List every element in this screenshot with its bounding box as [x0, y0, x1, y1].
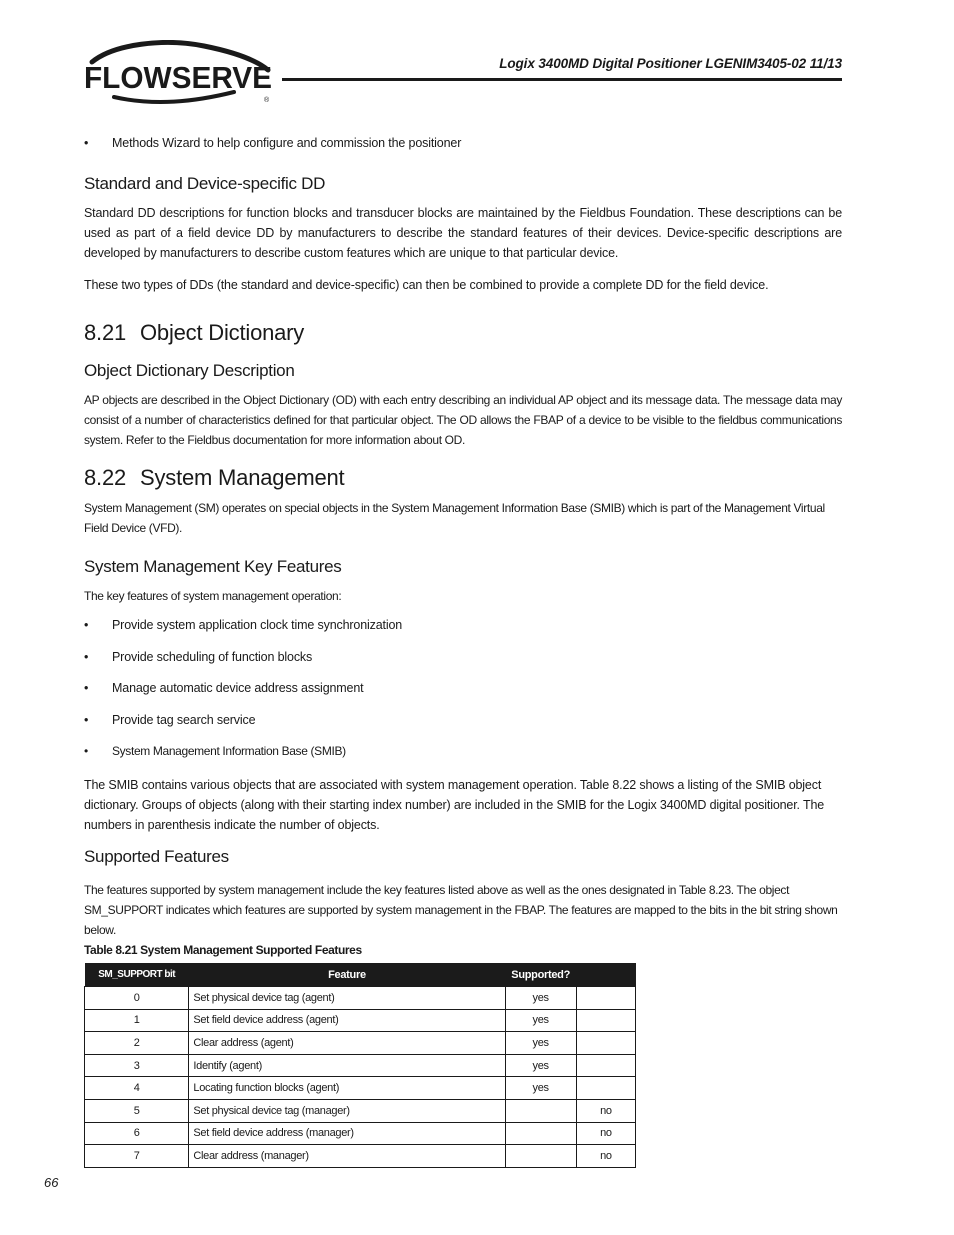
dd-paragraph-2: These two types of DDs (the standard and device-specific) can then be combined to provide a complete DD for the field device.	[84, 278, 769, 292]
svg-text:®: ®	[264, 97, 270, 104]
feature-cell: Locating function blocks (agent)	[189, 1077, 505, 1100]
od-description-heading: Object Dictionary Description	[84, 361, 295, 380]
supported-no-cell: no	[576, 1122, 635, 1145]
feature-cell: Clear address (agent)	[189, 1032, 505, 1055]
feature-cell: Set physical device tag (agent)	[189, 987, 505, 1010]
bullet-dot: •	[84, 136, 89, 150]
supported-no-cell	[576, 987, 635, 1010]
key-feature-bullet: • Provide system application clock time synchronization	[84, 618, 403, 632]
feature-cell: Set field device address (agent)	[189, 1009, 505, 1032]
supported-no-cell	[576, 1054, 635, 1077]
bullet-dot: •	[84, 618, 89, 632]
key-feature-bullet: • Provide scheduling of function blocks	[84, 650, 313, 664]
header-supported-blank	[576, 963, 635, 987]
table-row	[85, 1122, 636, 1145]
header-sm-support-bit: SM_SUPPORT bit	[85, 963, 189, 987]
supported-features-heading: Supported Features	[84, 847, 229, 866]
table-row	[85, 1009, 636, 1032]
feature-cell: Set physical device tag (manager)	[189, 1099, 505, 1122]
page-number: 66	[44, 1175, 59, 1190]
dd-heading: Standard and Device-specific DD	[84, 174, 326, 193]
table-row	[85, 1099, 636, 1122]
bit-cell: 0	[85, 987, 189, 1010]
bit-cell: 4	[85, 1077, 189, 1100]
feature-cell: Set field device address (manager)	[189, 1122, 505, 1145]
supported-yes-cell: yes	[505, 1009, 576, 1032]
header-feature: Feature	[189, 963, 505, 987]
header-supported: Supported?	[505, 963, 576, 987]
key-features-heading: System Management Key Features	[84, 557, 342, 576]
key-feature-bullet: • Provide tag search service	[84, 713, 256, 727]
supported-yes-cell	[505, 1099, 576, 1122]
dd-paragraph-1: Standard DD descriptions for function blocks and transducer blocks are maintained by the Fieldbus Foundation. These descriptions can be used as part of a field device DD by manufacturers to describe the standard features of their devices. Device-specific descriptions are developed by manufacturers to describe custom features which are unique to that particular device.	[84, 206, 842, 260]
smib-paragraph: The SMIB contains various objects that are associated with system management operation. Table 8.22 shows a listing of the SMIB object dictionary. Groups of objects (along with their starting index number) are included in the SMIB for the Logix 3400MD digital positioner. The numbers in parenthesis indicate the number of objects.	[84, 778, 825, 832]
bullet-dot: •	[84, 713, 89, 727]
table-row	[85, 1054, 636, 1077]
table-row	[85, 1145, 636, 1168]
bit-cell: 5	[85, 1099, 189, 1122]
key-feature-bullet: • System Management Information Base (SMIB)	[84, 744, 346, 758]
bit-cell: 6	[85, 1122, 189, 1145]
supported-no-cell	[576, 1077, 635, 1100]
supported-no-cell	[576, 1032, 635, 1055]
bullet-dot: •	[84, 681, 89, 695]
bullet-dot: •	[84, 744, 88, 758]
table-row	[85, 1077, 636, 1100]
intro-bullet: • Methods Wizard to help configure and commission the positioner	[84, 136, 462, 150]
table-row	[85, 987, 636, 1010]
supported-yes-cell	[505, 1122, 576, 1145]
key-features-intro: The key features of system management operation:	[84, 589, 342, 603]
table-caption: Table 8.21 System Management Supported Features	[84, 943, 362, 957]
sm-paragraph: System Management (SM) operates on special objects in the System Management Information Base (SMIB) which is part of the Management Virtual Field Device (VFD).	[84, 501, 825, 535]
supported-yes-cell: yes	[505, 1077, 576, 1100]
document-title: Logix 3400MD Digital Positioner LGENIM3405-02 11/13	[499, 56, 842, 71]
feature-cell: Identify (agent)	[189, 1054, 505, 1077]
supported-yes-cell: yes	[505, 987, 576, 1010]
supported-no-cell	[576, 1009, 635, 1032]
feature-cell: Clear address (manager)	[189, 1145, 505, 1168]
bit-cell: 1	[85, 1009, 189, 1032]
flowserve-logo	[84, 40, 274, 110]
supported-yes-cell	[505, 1145, 576, 1168]
section-821-heading: 8.21 Object Dictionary	[84, 320, 305, 345]
bit-cell: 7	[85, 1145, 189, 1168]
supported-no-cell: no	[576, 1145, 635, 1168]
supported-features-table	[84, 963, 636, 1168]
header-rule	[282, 78, 842, 81]
supported-yes-cell: yes	[505, 1032, 576, 1055]
section-822-heading: 8.22 System Management	[84, 465, 345, 490]
table-row	[85, 1032, 636, 1055]
supported-yes-cell: yes	[505, 1054, 576, 1077]
table-header-row	[85, 963, 636, 987]
supported-no-cell: no	[576, 1099, 635, 1122]
od-description-paragraph: AP objects are described in the Object Dictionary (OD) with each entry describing an individual AP object and its message data. The message data may consist of a number of characteristics defined for that particular object. The OD allows the FBAP of a device to be visible to the fieldbus communications system. Refer to the Fieldbus documentation for more information about OD.	[84, 393, 842, 447]
supported-features-paragraph: The features supported by system management include the key features listed above as well as the ones designated in Table 8.23. The object SM_SUPPORT indicates which features are supported by system management in the FBAP. The features are mapped to the bits in the bit string shown below.	[84, 883, 838, 937]
bit-cell: 2	[85, 1032, 189, 1055]
svg-text:FLOWSERVE: FLOWSERVE	[84, 60, 272, 95]
bullet-dot: •	[84, 650, 89, 664]
bit-cell: 3	[85, 1054, 189, 1077]
key-feature-bullet: • Manage automatic device address assignment	[84, 681, 364, 695]
